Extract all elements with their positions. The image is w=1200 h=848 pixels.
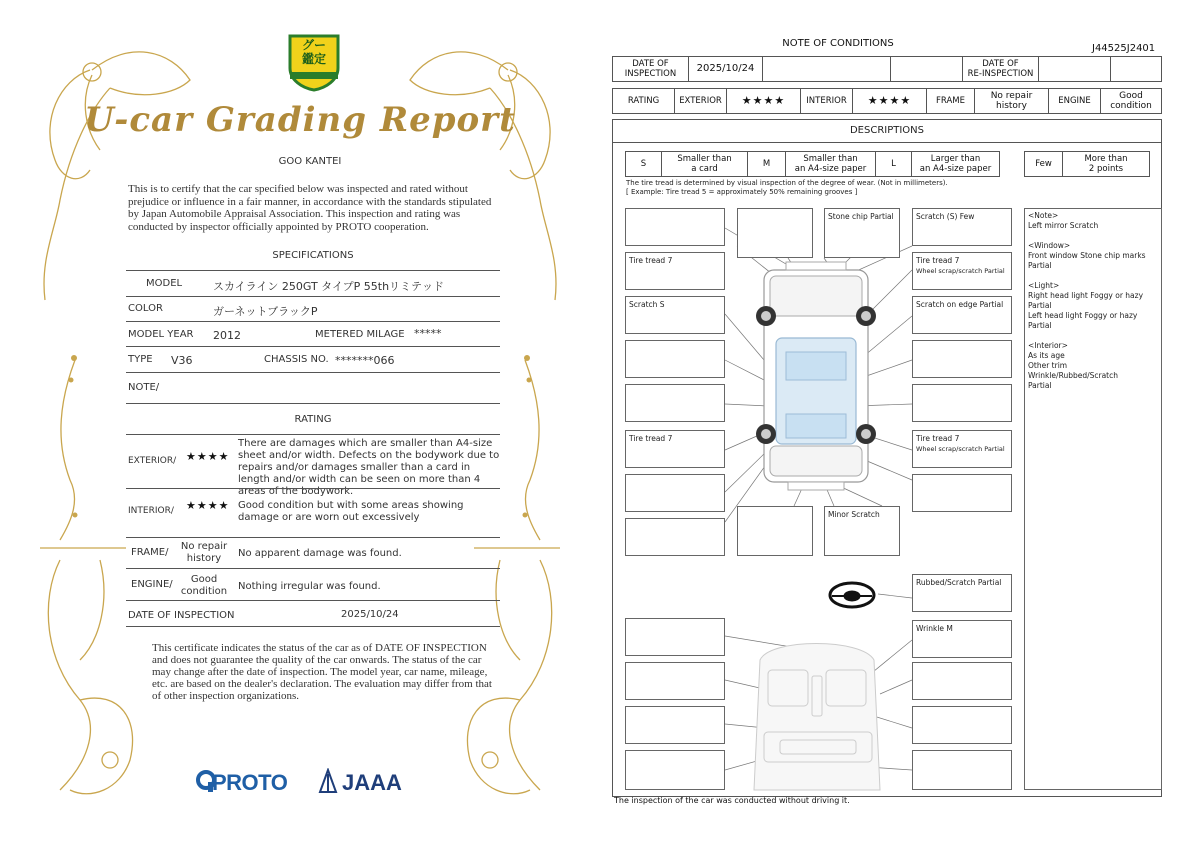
callout-box [625, 384, 725, 422]
report-title: U-car Grading Report [84, 100, 516, 140]
engine-label: ENGINE [1049, 89, 1101, 113]
exterior-label: EXTERIOR [675, 89, 727, 113]
callout-scratch-edge: Scratch on edge Partial [912, 296, 1012, 334]
callout-box [912, 474, 1012, 512]
legend-s-desc: Smaller than a card [662, 152, 748, 176]
callout-box [625, 474, 725, 512]
interior-stars: ★★★★ [853, 89, 927, 113]
jaaa-logo: JAAA [342, 770, 402, 795]
document-number: J44525J2401 [1092, 43, 1156, 54]
divider [126, 270, 500, 271]
color-value: ガーネットブラックP [213, 305, 318, 318]
note-title: NOTE OF CONDITIONS [782, 38, 894, 49]
model-label: MODEL [146, 278, 183, 289]
callout-box [625, 750, 725, 790]
callout-box [912, 706, 1012, 744]
callout-steering: Rubbed/Scratch Partial [912, 574, 1012, 612]
engine-value: Good condition [180, 574, 228, 597]
interior-label: INTERIOR/ [128, 506, 174, 516]
inspection-date-label: DATE OF INSPECTION [128, 610, 235, 621]
window-heading: <Window> [1028, 241, 1071, 250]
car-top-view [764, 262, 868, 490]
mileage-value: ***** [414, 327, 442, 340]
callout-box [737, 208, 813, 258]
interior-description: Good condition but with some areas showing damage or are worn out excessively [238, 500, 464, 523]
interior-line: Wrinkle/Rubbed/Scratch [1028, 371, 1118, 380]
exterior-description: There are damages which are smaller than A4-size sheet and/or width. Defects on the bodywork due to repairs and/or damages smaller than a card in length and/or width can be seen on more than 4 areas of the bodywork. [238, 438, 500, 497]
note-label: NOTE/ [128, 382, 160, 393]
legend-few: Few [1025, 152, 1063, 176]
callout-minor-scratch: Minor Scratch [824, 506, 900, 556]
tire-tread-note: The tire tread is determined by visual inspection of the degree of wear. (Not in millimeters). [ Example: Tire tread 5 = approximately 50% remaining grooves ] [626, 179, 948, 196]
callout-box [625, 706, 725, 744]
callout-box [912, 384, 1012, 422]
notes-panel [1024, 208, 1162, 790]
type-value: V36 [171, 354, 193, 367]
engine-label: ENGINE/ [131, 579, 173, 590]
interior-label: INTERIOR [801, 89, 853, 113]
callout-tire-front-right: Tire tread 7 Wheel scrap/scratch Partial [912, 252, 1012, 290]
frame-value: No repair history [180, 541, 228, 564]
note-heading: <Note> [1028, 211, 1059, 220]
callout-box [625, 518, 725, 556]
interior-heading: <Interior> [1028, 341, 1068, 350]
callout-box [625, 662, 725, 700]
divider [126, 372, 500, 373]
callout-box [625, 340, 725, 378]
inspection-date-value: 2025/10/24 [689, 57, 763, 81]
model-year-value: 2012 [213, 329, 241, 342]
note-of-conditions [600, 0, 1200, 848]
divider [126, 403, 500, 404]
light-line: Partial [1028, 321, 1052, 330]
type-label: TYPE [128, 354, 153, 365]
exterior-stars: ★★★★ [727, 89, 801, 113]
interior-stars: ★★★★ [186, 499, 230, 512]
chassis-value: *******066 [335, 354, 395, 367]
callout-box [912, 662, 1012, 700]
proto-logo: PROTO [212, 770, 288, 795]
light-line: Left head light Foggy or hazy [1028, 311, 1138, 320]
light-heading: <Light> [1028, 281, 1060, 290]
callout-box [912, 340, 1012, 378]
callout-scratch-s: Scratch S [625, 296, 725, 334]
inspection-date-value: 2025/10/24 [341, 609, 399, 620]
callout-box [625, 618, 725, 656]
legend-few-desc: More than 2 points [1084, 154, 1128, 174]
report-subtitle: GOO KANTEI [278, 156, 342, 167]
light-line: Right head light Foggy or hazy [1028, 291, 1144, 300]
interior-line: Other trim [1028, 361, 1068, 370]
interior-line: As its age [1028, 351, 1065, 360]
divider [126, 568, 500, 569]
jaaa-logo-icon [318, 768, 338, 794]
specifications-heading: SPECIFICATIONS [272, 250, 354, 261]
callout-stone-chip: Stone chip Partial [824, 208, 900, 258]
divider [126, 626, 500, 627]
car-interior-view [754, 644, 880, 791]
divider [126, 537, 500, 538]
frame-description: No apparent damage was found. [238, 548, 402, 559]
callout-box [737, 506, 813, 556]
chassis-label: CHASSIS NO. [264, 354, 329, 365]
reinspection-date-label: DATE OF RE-INSPECTION [963, 57, 1039, 81]
engine-value: Good condition [1110, 91, 1152, 111]
callout-scratch-few: Scratch (S) Few [912, 208, 1012, 246]
frame-label: FRAME [927, 89, 975, 113]
certificate-statement: This is to certify that the car specified below was inspected and rated without prejudice or influence in a fair manner, in accordance with the standards stipulated by Japan Automobile Appraisal Association. This inspection and rating was conducted by inspector officially appointed by PROTO cooperation. [128, 183, 492, 233]
divider [126, 346, 500, 347]
divider [126, 488, 500, 489]
legend-l: L [876, 152, 912, 176]
light-line: Partial [1028, 301, 1052, 310]
mileage-label: METERED MILAGE [315, 329, 405, 340]
legend-m: M [748, 152, 786, 176]
legend-m-desc: Smaller than an A4-size paper [786, 152, 876, 176]
color-label: COLOR [128, 303, 163, 314]
callout-tire-front-left: Tire tread 7 [625, 252, 725, 290]
callout-box [625, 208, 725, 246]
divider [126, 434, 500, 435]
window-line: Partial [1028, 261, 1052, 270]
divider [126, 321, 500, 322]
callout-wrinkle: Wrinkle M [912, 620, 1012, 658]
divider [126, 296, 500, 297]
window-line: Front window Stone chip marks [1028, 251, 1146, 260]
legend-l-desc: Larger than an A4-size paper [919, 154, 992, 174]
callout-box [912, 750, 1012, 790]
callout-tire-rear-right: Tire tread 7 Wheel scrap/scratch Partial [912, 430, 1012, 468]
model-value: スカイライン 250GT タイプP 55thリミテッド [213, 280, 445, 293]
engine-description: Nothing irregular was found. [238, 581, 381, 592]
note-line: Left mirror Scratch [1028, 221, 1099, 230]
frame-value: No repair history [975, 89, 1049, 113]
frame-label: FRAME/ [131, 547, 169, 558]
exterior-stars: ★★★★ [186, 450, 230, 463]
exterior-label: EXTERIOR/ [128, 456, 177, 466]
descriptions-heading: DESCRIPTIONS [612, 119, 1162, 143]
badge-text: グー 鑑定 [301, 38, 326, 66]
rating-label: RATING [613, 89, 675, 113]
goo-kantei-badge [286, 32, 342, 92]
certificate-disclaimer: This certificate indicates the status of the car as of DATE OF INSPECTION and does not guarantee the quality of the car onwards. The status of the car may change after the date of inspection. The model year, car name, mileage, etc. are based on the dealer's declaration. The evaluation may differ from that of other inspection organizations. [152, 642, 492, 702]
legend-s: S [626, 152, 662, 176]
inspection-disclaimer: The inspection of the car was conducted without driving it. [614, 796, 850, 805]
inspection-date-label: DATE OF INSPECTION [613, 57, 689, 81]
model-year-label: MODEL YEAR [128, 329, 194, 340]
rating-heading: RATING [294, 414, 332, 425]
callout-tire-rear-left: Tire tread 7 [625, 430, 725, 468]
interior-line: Partial [1028, 381, 1052, 390]
steering-wheel-icon [830, 583, 874, 607]
divider [126, 600, 500, 601]
